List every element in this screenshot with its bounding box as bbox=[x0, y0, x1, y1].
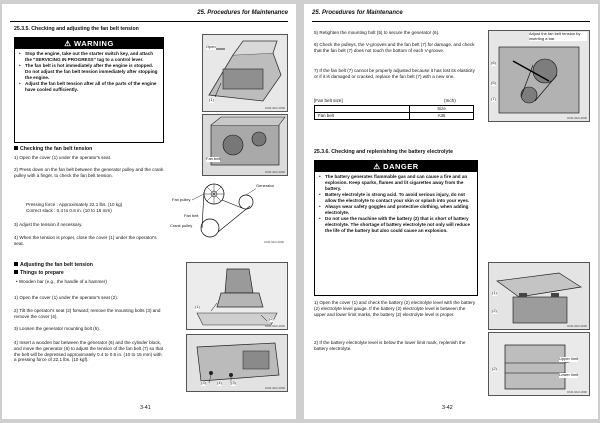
left-page bbox=[2, 4, 296, 419]
label-2: (2) bbox=[269, 316, 274, 321]
label-2: (2) bbox=[492, 308, 497, 313]
figure-fan-belt-location bbox=[202, 114, 288, 176]
adjusting-step: 3) Loosen the generator mounting bolt (5). bbox=[14, 326, 101, 331]
adjusting-step: 1) Open the cover (1) under the operator's seat (2). bbox=[14, 295, 119, 300]
danger-item: • Always wear safety goggles and protective clothing, when adding electrolyte. bbox=[325, 204, 474, 216]
danger-item: • Do not use the machine with the battery (2) that is short of battery electrolyte. The shortage of battery electrolyte not only will reduce the life of the battery but also could cause an explosion. bbox=[325, 216, 474, 233]
section-title-fan-belt: 25.3.5. Checking and adjusting the fan belt tension bbox=[14, 26, 139, 32]
warning-item: • The fan belt is hot immediately after the engine is stopped. Do not adjust the fan belt tension immediately after stopping the engine. bbox=[25, 63, 160, 80]
table-header-size: Size bbox=[410, 106, 474, 113]
label-4: (4) bbox=[217, 380, 222, 385]
warning-box bbox=[14, 37, 164, 143]
step: 2) If the battery electrolyte level is below the lower limit mark, replenish the battery electrolyte. bbox=[314, 340, 466, 351]
label-3: (3) bbox=[201, 380, 206, 385]
label-3b: (3) bbox=[231, 380, 236, 385]
figure-open-cover bbox=[202, 34, 288, 112]
label-1: (1) bbox=[209, 97, 214, 102]
label-6: (6) bbox=[491, 60, 496, 65]
table-header-item bbox=[315, 106, 410, 113]
warning-icon: ⚠ bbox=[373, 162, 381, 171]
figure-code: DUR-9AO-0000 bbox=[567, 116, 587, 120]
checking-step: 1) Open the cover (1) under the operator's seat. bbox=[14, 155, 112, 160]
label-7: (7) bbox=[491, 96, 496, 101]
label-open: Open bbox=[206, 44, 216, 49]
things-item: • Wooden bar (e.g., the handle of a hammer) bbox=[16, 279, 107, 284]
figure-adjust-fan-belt bbox=[488, 30, 590, 122]
figure-caption: Adjust the fan belt tension by inserting a bar. bbox=[529, 32, 587, 41]
table-cell-size: A35 bbox=[410, 113, 474, 120]
checking-title: Checking the fan belt tension bbox=[14, 146, 92, 153]
figure-code: DUR-9AO-0000 bbox=[265, 386, 285, 390]
adjusting-step: 2) Tilt the operator's seat (2) forward; remove the mounting bolts (3) and remove the cover (4). bbox=[14, 308, 161, 319]
label-generator: Generator bbox=[256, 183, 275, 188]
figure-code: DUR-9AO-0000 bbox=[567, 390, 587, 394]
things-title: Things to prepare bbox=[14, 270, 64, 277]
label-lower-limit: Lower limit bbox=[559, 372, 579, 377]
label-fan-pulley: Fan pulley bbox=[172, 197, 191, 202]
figure-cover-bolts bbox=[186, 334, 288, 392]
label-fan-belt: Fan belt bbox=[184, 213, 199, 218]
right-page-header: 25. Procedures for Maintenance bbox=[312, 10, 590, 22]
label-1: (1) bbox=[492, 290, 497, 295]
table-unit: (Inch) bbox=[444, 98, 456, 103]
figure-code: DUR-9AO-0000 bbox=[265, 324, 285, 328]
danger-item: • Battery electrolyte is strong acid. To avoid serious injury, do not allow the electrolyte to contact your skin or splash into your eyes. bbox=[325, 192, 474, 204]
figure-code: DUR-9AO-0000 bbox=[264, 240, 284, 244]
label-5: (5) bbox=[491, 80, 496, 85]
label-2: (2) bbox=[492, 366, 497, 371]
figure-code: DUR-9AO-0000 bbox=[265, 106, 285, 110]
figure-code: DUR-9AO-0000 bbox=[567, 324, 587, 328]
danger-box bbox=[314, 160, 478, 296]
checking-step: 3) Adjust the tension if necessary. bbox=[14, 222, 83, 227]
step: 5) Retighten the mounting bolt (5) to secure the generator (6). bbox=[314, 30, 440, 35]
left-page-header: 25. Procedures for Maintenance bbox=[10, 10, 288, 22]
page-number: 3-41 bbox=[140, 405, 151, 411]
correct-slack: Correct slack : 0.4 to 0.6 in. (10 to 15 mm) bbox=[26, 208, 112, 213]
table-cell-item: Fan belt bbox=[315, 113, 410, 120]
table-row bbox=[315, 113, 474, 120]
label-1: (1) bbox=[195, 304, 200, 309]
right-page bbox=[304, 4, 598, 419]
adjusting-title: Adjusting the fan belt tension bbox=[14, 262, 93, 269]
figure-battery-cover bbox=[488, 262, 590, 330]
figure-code: DUR-9AO-0000 bbox=[265, 170, 285, 174]
label-upper-limit: Upper limit bbox=[559, 356, 579, 361]
figure-operator-seat bbox=[186, 262, 288, 330]
checking-step: 2) Press down on the fan belt between the generator pulley and the crank pulley with a finger, to check the fan belt tension. bbox=[14, 167, 164, 178]
danger-heading: ⚠ DANGER bbox=[315, 161, 477, 172]
warning-heading: ⚠ WARNING bbox=[15, 38, 163, 49]
table-caption: [Fan belt size] bbox=[314, 98, 343, 103]
checking-step: 4) When the tension is proper, close the cover (1) under the operator's seat. bbox=[14, 235, 157, 246]
figure-pulley-diagram bbox=[170, 176, 286, 244]
section-title-battery: 25.3.6. Checking and replenishing the battery electrolyte bbox=[314, 149, 453, 155]
fan-belt-size-table bbox=[314, 105, 474, 120]
pressing-force: Pressing force : Approximately 22.1 lbs. (10 kg) bbox=[26, 202, 123, 207]
warning-item: • Adjust the fan belt tension after all of the parts of the engine have cooled sufficiently. bbox=[25, 81, 160, 93]
step: 6) Check the pulleys, the V-grooves and the fan belt (7) for damage, and check that the fan belt (7) does not touch the bottom of each V-groove. bbox=[314, 42, 475, 53]
label-crank-pulley: Crank pulley bbox=[170, 223, 193, 228]
step: 7) If the fan belt (7) cannot be properly adjusted because it has lost its elasticity or if it is damaged or cracked, replace the fan belt (7) with a new one. bbox=[314, 68, 475, 79]
danger-item: • The battery generates flammable gas and can cause a fire and an explosion. Keep sparks, flames and lit cigarettes away from the battery. bbox=[325, 174, 474, 191]
figure-electrolyte-level bbox=[488, 332, 590, 396]
adjusting-step: 4) Insert a wooden bar between the generator (6) and the cylinder block, and move the generator (6) to adjust the tension of the fan belt (7) so that the belt will be depressed approximately 0.4 to 0.6 in. (10 to 15 mm) with a pressing force of 22.1 lbs. (10 kgf). bbox=[14, 340, 164, 363]
page-number: 3-42 bbox=[442, 405, 453, 411]
warning-icon: ⚠ bbox=[64, 39, 72, 48]
warning-item: • Stop the engine, take out the starter switch key, and attach the "SERVICING IN PROGRESS" tag to a control lever. bbox=[25, 51, 160, 63]
label-fan-belt: Fan belt bbox=[206, 156, 221, 161]
step: 1) Open the cover (1) and check the battery (2) electrolyte level with the battery (2) electrolyte level gauge. If the battery (2) electrolyte level is between the upper and lower limit marks, the battery (2) electrolyte level is proper. bbox=[314, 300, 476, 317]
